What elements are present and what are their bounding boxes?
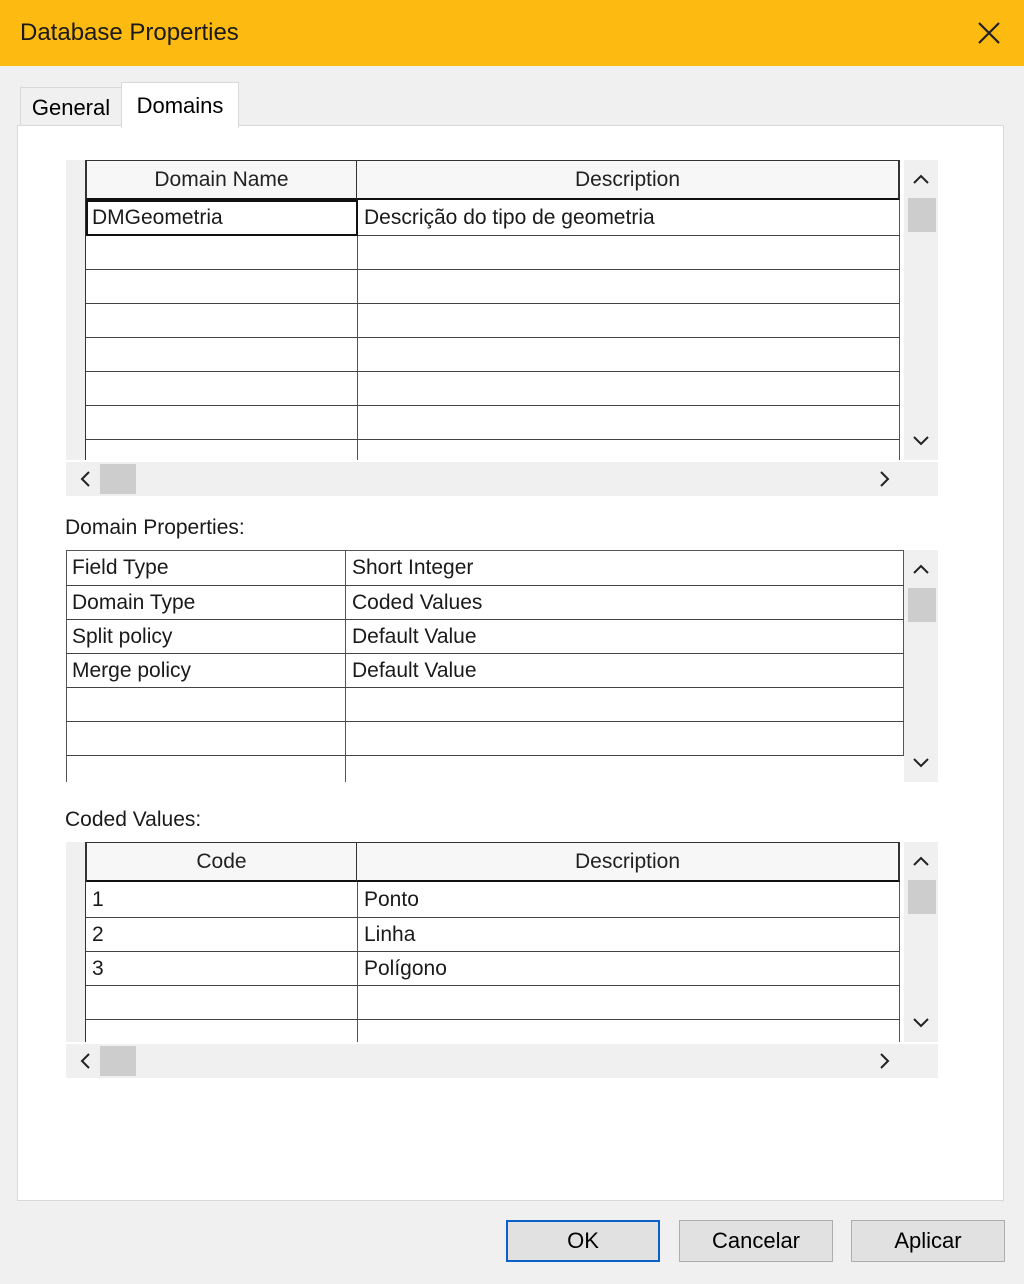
table-row[interactable]	[358, 236, 900, 270]
table-row[interactable]	[358, 986, 900, 1020]
table-row[interactable]	[86, 236, 358, 270]
property-value[interactable]: Default Value	[346, 620, 904, 654]
close-icon	[976, 20, 1002, 46]
domain-description-cell[interactable]: Descrição do tipo de geometria	[358, 200, 900, 236]
chevron-left-icon[interactable]	[70, 464, 100, 494]
chevron-left-icon[interactable]	[70, 1046, 100, 1076]
code-description-cell[interactable]: Linha	[358, 918, 900, 952]
scroll-thumb[interactable]	[908, 880, 936, 914]
table-row[interactable]	[86, 1020, 358, 1042]
chevron-down-icon[interactable]	[906, 426, 936, 456]
chevron-down-icon[interactable]	[906, 748, 936, 778]
code-cell[interactable]: 2	[86, 918, 358, 952]
scroll-thumb[interactable]	[100, 1046, 136, 1076]
table-row[interactable]	[66, 688, 346, 722]
row-selector-column	[66, 842, 86, 1042]
row-selector-column	[66, 160, 86, 460]
column-header-code[interactable]: Code	[86, 842, 358, 882]
table-row[interactable]	[358, 304, 900, 338]
property-value[interactable]: Default Value	[346, 654, 904, 688]
table-row[interactable]	[358, 372, 900, 406]
table-row[interactable]	[358, 406, 900, 440]
table-row[interactable]	[346, 756, 904, 782]
domains-horizontal-scrollbar[interactable]	[66, 462, 938, 496]
chevron-right-icon[interactable]	[870, 464, 900, 494]
scroll-thumb[interactable]	[908, 198, 936, 232]
table-row[interactable]	[358, 440, 900, 460]
apply-button[interactable]: Aplicar	[851, 1220, 1005, 1262]
coded-values-vertical-scrollbar[interactable]	[904, 842, 938, 1042]
code-description-cell[interactable]: Ponto	[358, 882, 900, 918]
property-key: Merge policy	[66, 654, 346, 688]
cancel-button[interactable]: Cancelar	[679, 1220, 833, 1262]
tab-general[interactable]: General	[20, 87, 122, 127]
table-row[interactable]	[86, 304, 358, 338]
domain-properties-grid	[66, 550, 938, 782]
window-title: Database Properties	[20, 19, 239, 46]
coded-values-label: Coded Values:	[65, 808, 202, 831]
tab-domains[interactable]: Domains	[121, 82, 239, 128]
table-row[interactable]	[86, 406, 358, 440]
table-row[interactable]	[66, 756, 346, 782]
property-value[interactable]: Coded Values	[346, 586, 904, 620]
chevron-up-icon[interactable]	[906, 554, 936, 584]
table-row[interactable]	[86, 372, 358, 406]
close-button[interactable]	[968, 12, 1010, 54]
column-header-description[interactable]: Description	[356, 842, 900, 882]
table-row[interactable]	[358, 270, 900, 304]
coded-values-grid	[66, 842, 938, 1080]
property-key: Domain Type	[66, 586, 346, 620]
code-cell[interactable]: 1	[86, 882, 358, 918]
chevron-down-icon[interactable]	[906, 1008, 936, 1038]
scroll-thumb[interactable]	[908, 588, 936, 622]
property-key: Field Type	[66, 550, 346, 586]
code-cell[interactable]: 3	[86, 952, 358, 986]
property-key: Split policy	[66, 620, 346, 654]
scroll-thumb[interactable]	[100, 464, 136, 494]
coded-values-horizontal-scrollbar[interactable]	[66, 1044, 938, 1078]
property-value[interactable]: Short Integer	[346, 550, 904, 586]
domain-name-cell[interactable]: DMGeometria	[86, 200, 358, 236]
column-header-description[interactable]: Description	[356, 160, 900, 200]
domains-grid	[66, 160, 938, 496]
table-row[interactable]	[86, 986, 358, 1020]
table-row[interactable]	[86, 338, 358, 372]
chevron-right-icon[interactable]	[870, 1046, 900, 1076]
properties-vertical-scrollbar[interactable]	[904, 550, 938, 782]
ok-button[interactable]: OK	[506, 1220, 660, 1262]
title-bar	[0, 0, 1024, 66]
code-description-cell[interactable]: Polígono	[358, 952, 900, 986]
domain-properties-label: Domain Properties:	[65, 516, 245, 539]
table-row[interactable]	[346, 688, 904, 722]
chevron-up-icon[interactable]	[906, 846, 936, 876]
chevron-up-icon[interactable]	[906, 164, 936, 194]
table-row[interactable]	[346, 722, 904, 756]
domains-vertical-scrollbar[interactable]	[904, 160, 938, 460]
table-row[interactable]	[86, 440, 358, 460]
table-row[interactable]	[66, 722, 346, 756]
table-row[interactable]	[358, 338, 900, 372]
column-header-domain-name[interactable]: Domain Name	[86, 160, 358, 200]
table-row[interactable]	[86, 270, 358, 304]
table-row[interactable]	[358, 1020, 900, 1042]
